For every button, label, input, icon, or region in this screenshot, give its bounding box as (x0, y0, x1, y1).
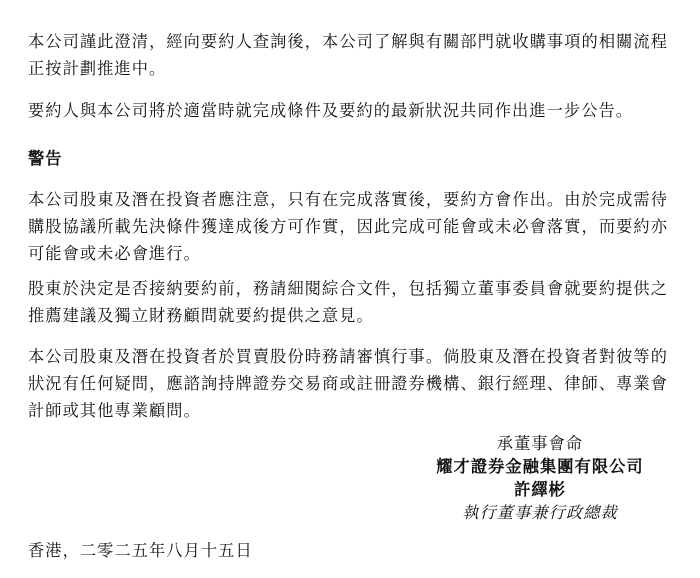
signature-block (420, 432, 660, 524)
company-name: 耀才證券金融集團有限公司 (436, 457, 644, 476)
further-announcement-paragraph: 要約人與本公司將於適當時就完成條件及要約的最新狀況共同作出進一步公告。 (28, 101, 634, 120)
clarification-paragraph: 本公司謹此澄清，經向要約人查詢後，本公司了解與有關部門就收購事項的相關流程正按計劃推進中。 (28, 32, 668, 78)
by-order-of-board: 承董事會命 (496, 434, 584, 453)
signatory-title: 執行董事兼行政總裁 (462, 503, 618, 522)
caution-paragraph: 本公司股東及潛在投資者於買賣股份時務請審慎行事。倘股東及潛在投資者對彼等的狀況有任何疑問，應諮詢持牌證券交易商或註冊證券機構、銀行經理、律師、專業會計師或其他專業顧問。 (28, 347, 668, 420)
signatory-name: 許繹彬 (514, 480, 566, 499)
completion-warning-paragraph: 本公司股東及潛在投資者應注意，只有在完成落實後，要約方會作出。由於完成需待購股協議所載先決條件獲達成後方可作實，因此完成可能會或未必會落實，而要約亦可能會或未必會進行。 (28, 190, 668, 263)
composite-document-paragraph: 股東於決定是否接納要約前，務請細閱綜合文件，包括獨立董事委員會就要約提供之推薦建議及獨立財務顧問就要約提供之意見。 (28, 279, 668, 325)
date-line: 香港，二零二五年八月十五日 (28, 541, 253, 560)
warning-heading: 警告 (28, 149, 63, 168)
